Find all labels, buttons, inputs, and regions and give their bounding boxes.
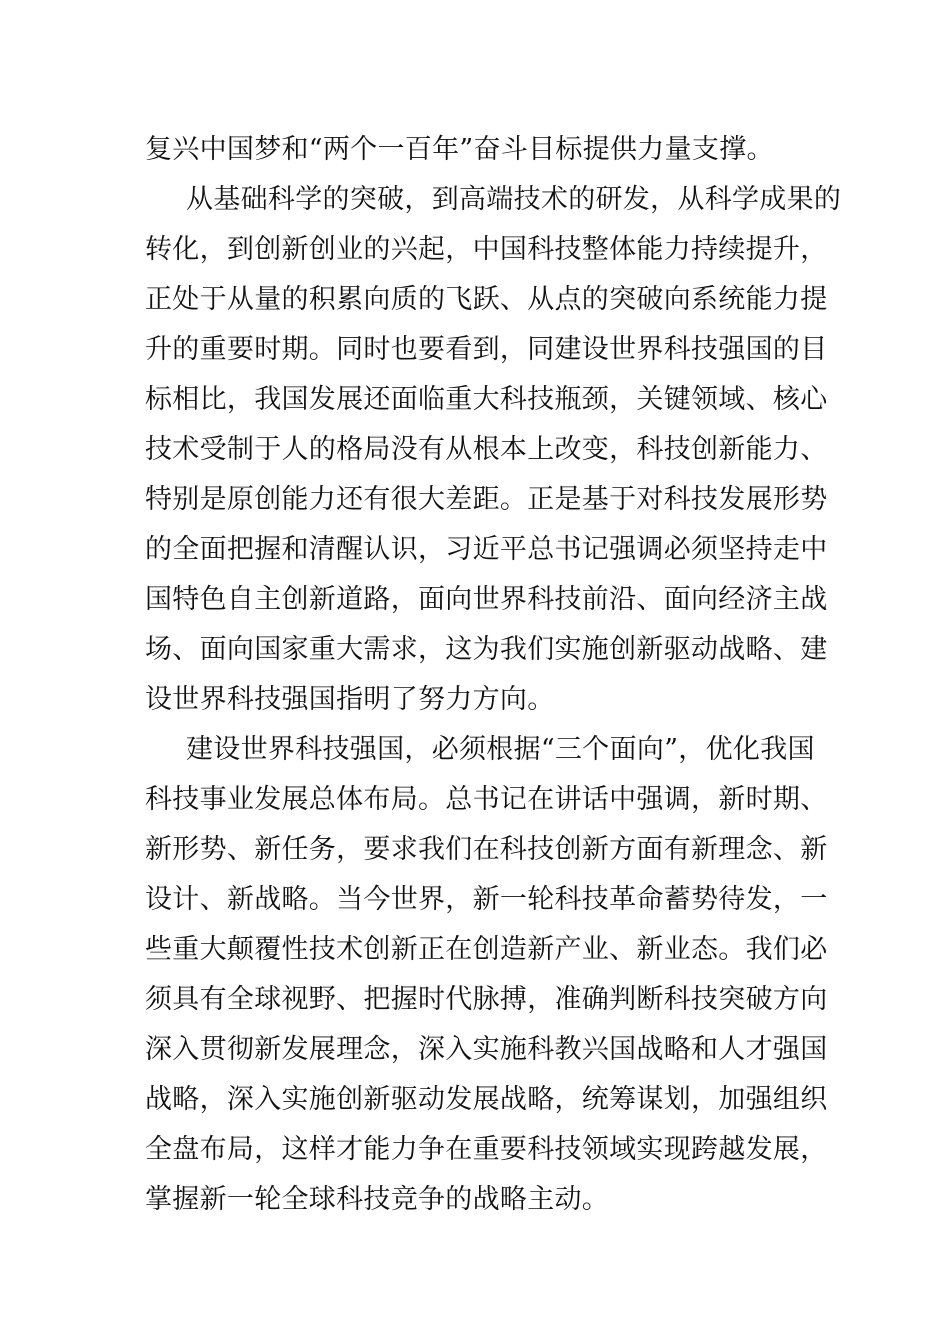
text-line: 技术受制于人的格局没有从根本上改变，科技创新能力、	[145, 434, 828, 465]
text-line: 标相比，我国发展还面临重大科技瓶颈，关键领域、核心	[145, 384, 828, 415]
text-line: 国特色自主创新道路，面向世界科技前沿、面向经济主战	[145, 584, 828, 615]
text-line: 复兴中国梦和“两个一百年”奋斗目标提供力量支撑。	[145, 134, 774, 165]
text-line: 掌握新一轮全球科技竞争的战略主动。	[145, 1184, 610, 1215]
text-line: 新形势、新任务，要求我们在科技创新方面有新理念、新	[145, 834, 828, 865]
text-line: 须具有全球视野、把握时代脉搏，准确判断科技突破方向	[145, 984, 828, 1015]
text-line: 升的重要时期。同时也要看到，同建设世界科技强国的目	[145, 334, 828, 365]
text-line: 的全面把握和清醒认识，习近平总书记强调必须坚持走中	[145, 534, 828, 565]
text-line: 设计、新战略。当今世界，新一轮科技革命蓄势待发，一	[145, 884, 828, 915]
text-line: 从基础科学的突破，到高端技术的研发，从科学成果的	[186, 184, 842, 215]
text-line: 深入贯彻新发展理念，深入实施科教兴国战略和人才强国	[145, 1034, 828, 1065]
text-line: 建设世界科技强国，必须根据“三个面向”，优化我国	[186, 734, 815, 765]
text-line: 特别是原创能力还有很大差距。正是基于对科技发展形势	[145, 484, 828, 515]
paragraph	[145, 125, 810, 175]
paragraph	[145, 175, 842, 725]
text-line: 设世界科技强国指明了努力方向。	[145, 684, 555, 715]
text-line: 正处于从量的积累向质的飞跃、从点的突破向系统能力提	[145, 284, 828, 315]
text-line: 战略，深入实施创新驱动发展战略，统筹谋划，加强组织	[145, 1084, 828, 1115]
text-line: 转化，到创新创业的兴起，中国科技整体能力持续提升，	[145, 234, 828, 265]
text-line: 全盘布局，这样才能力争在重要科技领域实现跨越发展，	[145, 1134, 828, 1165]
text-line: 科技事业发展总体布局。总书记在讲话中强调，新时期、	[145, 784, 828, 815]
document-page	[145, 125, 842, 1225]
text-line: 场、面向国家重大需求，这为我们实施创新驱动战略、建	[145, 634, 828, 665]
text-line: 些重大颠覆性技术创新正在创造新产业、新业态。我们必	[145, 934, 828, 965]
paragraph	[145, 725, 828, 1225]
